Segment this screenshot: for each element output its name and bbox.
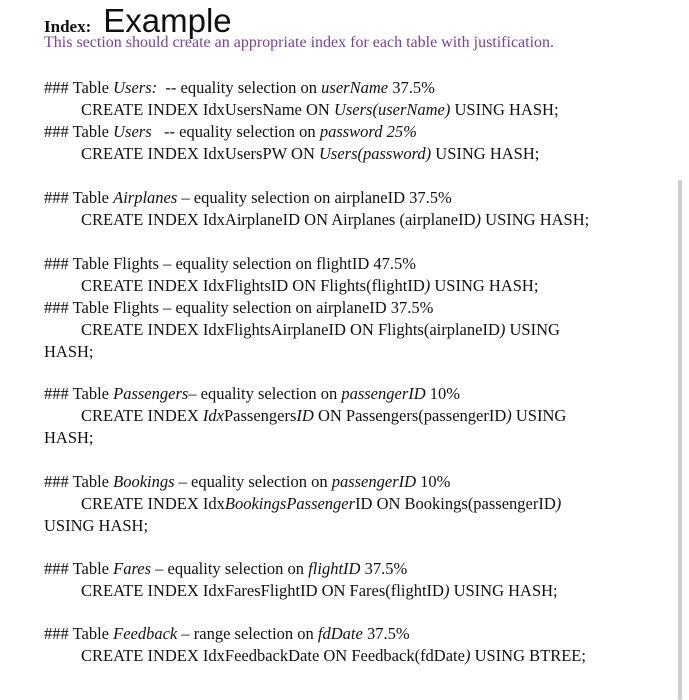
text-run: 37.5% xyxy=(360,559,408,578)
create-index-statement xyxy=(81,100,559,120)
text-run: Users(userName) xyxy=(333,100,451,119)
text-run: ### Table xyxy=(44,188,114,207)
text-run: 37.5% xyxy=(388,78,435,97)
text-run: CREATE INDEX IdxFlightsAirplaneID ON Flights(airplaneID xyxy=(81,320,500,339)
text-run: Bookings xyxy=(113,472,175,491)
text-run: USING HASH; xyxy=(44,516,149,535)
text-run: USING xyxy=(505,320,560,339)
table-comment-line xyxy=(44,342,94,362)
table-comment-line xyxy=(44,624,410,644)
text-run: ) xyxy=(475,210,482,229)
create-index-statement xyxy=(81,210,589,230)
text-run: Airplanes xyxy=(113,188,178,207)
create-index-statement xyxy=(81,646,586,666)
text-run: ### Table xyxy=(44,559,114,578)
text-run: USING HASH; xyxy=(449,581,558,600)
text-run: ) xyxy=(499,320,506,339)
text-run: – equality selection on xyxy=(188,384,342,403)
text-run: USING HASH; xyxy=(481,210,590,229)
table-comment-line xyxy=(44,472,450,492)
text-run: CREATE INDEX IdxFeedbackDate ON Feedback(fdDate xyxy=(81,646,465,665)
table-comment-line xyxy=(44,122,417,142)
text-run: fdDate xyxy=(317,624,363,643)
text-run: – equality selection on xyxy=(151,559,309,578)
text-run: Fares xyxy=(113,559,152,578)
table-comment-line xyxy=(44,384,460,404)
text-run: 10% xyxy=(425,384,461,403)
text-run: HASH; xyxy=(44,342,94,361)
text-run: ) xyxy=(443,581,450,600)
table-comment-line xyxy=(44,188,452,208)
create-index-statement xyxy=(81,494,561,514)
text-run: -- equality selection on xyxy=(157,78,322,97)
text-run: CREATE INDEX Idx xyxy=(81,494,225,513)
text-run: – range selection on xyxy=(177,624,318,643)
table-comment-line xyxy=(44,78,435,98)
text-run: CREATE INDEX IdxFaresFlightID ON Fares(flightID xyxy=(81,581,444,600)
create-index-statement xyxy=(81,581,558,601)
table-comment-line xyxy=(44,298,433,318)
text-run: BookingsPassenger xyxy=(224,494,356,513)
text-run: ) xyxy=(464,646,471,665)
text-run: ### Table Flights – equality selection on airplaneID 37.5% xyxy=(44,298,434,317)
text-run: passengerID xyxy=(331,472,417,491)
text-run: userName xyxy=(321,78,389,97)
text-run: -- equality selection on xyxy=(151,122,320,141)
text-run: CREATE INDEX IdxUsersPW ON xyxy=(81,144,320,163)
text-run: USING HASH; xyxy=(431,144,540,163)
table-comment-line xyxy=(44,559,407,579)
text-run: HASH; xyxy=(44,428,94,447)
text-run: CREATE INDEX IdxUsersName ON xyxy=(81,100,334,119)
text-run: CREATE INDEX IdxAirplaneID ON Airplanes (airplaneID xyxy=(81,210,476,229)
text-run: USING HASH; xyxy=(450,100,559,119)
text-run: USING xyxy=(511,406,567,425)
text-run: 37.5% xyxy=(362,624,410,643)
text-run: CREATE INDEX IdxFlightsID ON Flights(flightID xyxy=(81,276,425,295)
text-run: ### Table Flights – equality selection on flightID 47.5% xyxy=(44,254,417,273)
create-index-statement xyxy=(81,144,539,164)
vertical-scrollbar[interactable] xyxy=(678,180,682,700)
text-run: Idx xyxy=(202,406,224,425)
section-instruction: This section should create an appropriate index for each table with justification. xyxy=(44,34,555,51)
text-run: ) xyxy=(506,406,512,425)
text-run: USING BTREE; xyxy=(470,646,586,665)
text-run: ### Table xyxy=(44,624,114,643)
text-run: ### Table xyxy=(44,78,114,97)
text-run: 10% xyxy=(416,472,451,491)
text-run: ### Table xyxy=(44,122,114,141)
create-index-statement xyxy=(81,320,560,340)
text-run: password 25% xyxy=(319,122,417,141)
create-index-statement xyxy=(81,406,566,426)
text-run: USING HASH; xyxy=(430,276,539,295)
text-run: Passengers xyxy=(223,406,297,425)
text-run: ON Passengers(passengerID xyxy=(313,406,507,425)
text-run: ) xyxy=(555,494,562,513)
create-index-statement xyxy=(81,276,538,296)
table-comment-line xyxy=(44,254,416,274)
table-comment-line xyxy=(44,516,148,536)
text-run: flightID xyxy=(308,559,361,578)
section-label: Index: xyxy=(44,17,92,36)
text-run: – equality selection on airplaneID 37.5% xyxy=(177,188,452,207)
text-run: passengerID xyxy=(341,384,426,403)
text-run: Passengers xyxy=(113,384,189,403)
text-run: ) xyxy=(424,276,431,295)
text-run: Feedback xyxy=(113,624,178,643)
text-run: Users xyxy=(113,122,152,141)
text-run: ID ON Bookings(passengerID xyxy=(355,494,556,513)
text-run: CREATE INDEX xyxy=(81,406,203,425)
text-run: ### Table xyxy=(44,384,114,403)
text-run: ### Table xyxy=(44,472,114,491)
table-comment-line xyxy=(44,428,94,448)
section-title: Example xyxy=(103,2,232,39)
text-run: ID xyxy=(296,406,314,425)
text-run: Users: xyxy=(113,78,158,97)
text-run: – equality selection on xyxy=(174,472,332,491)
text-run: Users(password) xyxy=(319,144,432,163)
